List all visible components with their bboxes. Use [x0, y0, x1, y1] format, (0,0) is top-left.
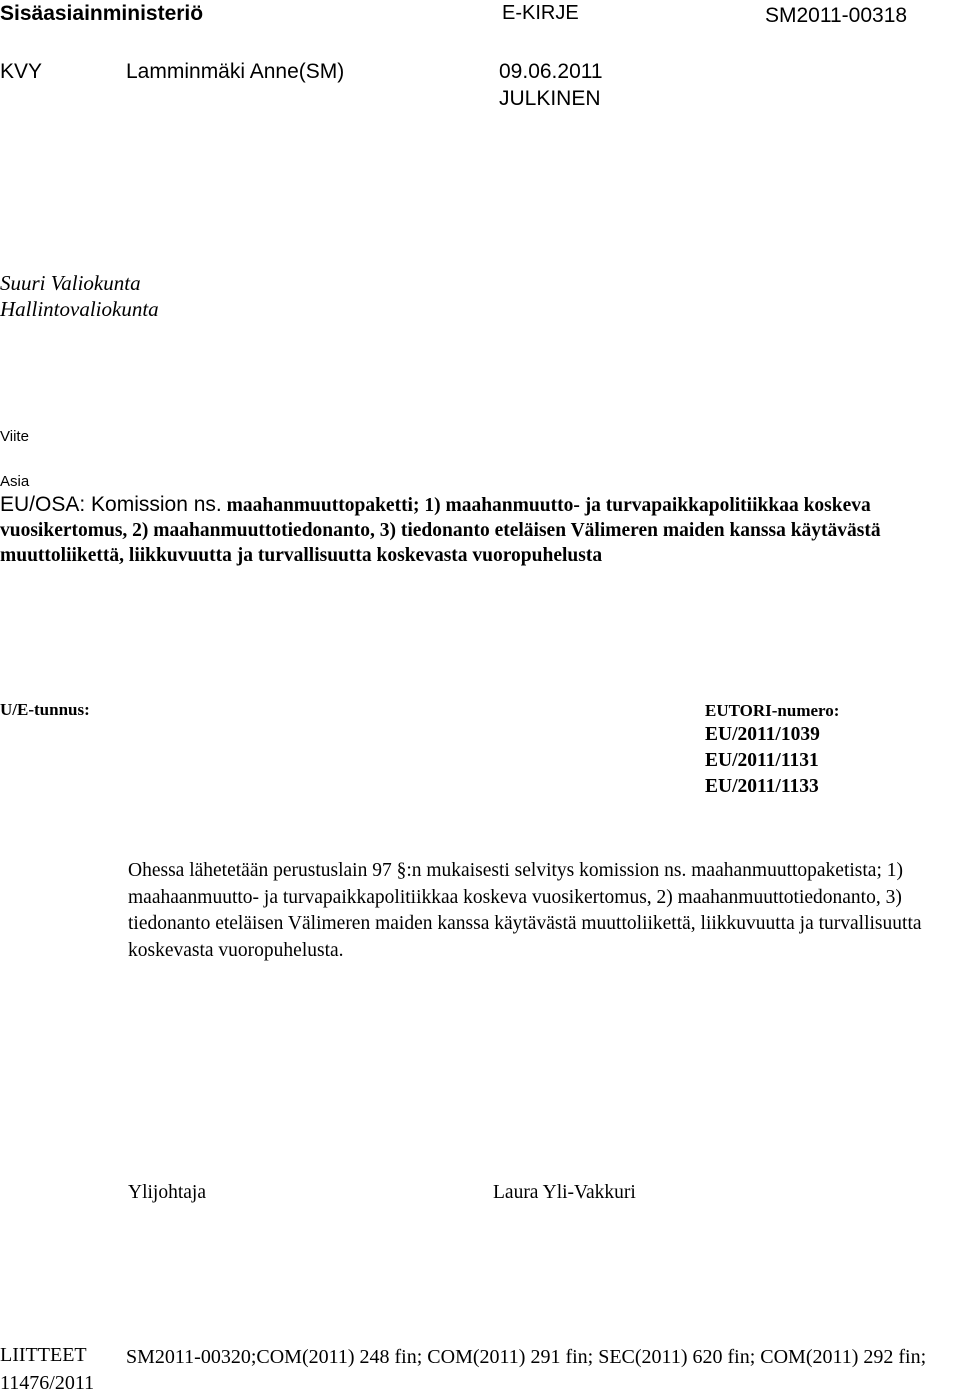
recipients-list	[0, 270, 159, 322]
attachments-list: SM2011-00320;COM(2011) 248 fin; COM(2011) 291 fin; SEC(2011) 620 fin; COM(2011) 292 fin; 11476/2011	[0, 1346, 927, 1394]
subject-lead: EU/OSA: Komission ns.	[0, 493, 222, 516]
eutori-number: EU/2011/1133	[705, 776, 819, 797]
unit-code: KVY	[0, 60, 43, 83]
eutori-number: EU/2011/1039	[705, 724, 820, 745]
document-id: SM2011-00318	[765, 4, 908, 27]
subject-label: Asia	[0, 473, 30, 490]
ue-identifier-label: U/E-tunnus:	[0, 700, 90, 719]
eutori-block	[705, 700, 839, 800]
reference-label: Viite	[0, 428, 29, 445]
body-text: Ohessa lähetetään perustuslain 97 §:n mukaisesti selvitys komission ns. maahanmuuttopaketista; 1) maahaanmuutto- ja turvapaikkapolitiikkaa koskeva vuosikertomus, 2) maahanmuuttotiedonanto, 3) tiedonanto eteläisen Välimeren maiden kanssa käytävästä muuttoliikettä, liikkuvuutta ja turvallisuutta koskevasta vuoropuhelusta.	[128, 860, 922, 961]
eutori-number: EU/2011/1131	[705, 750, 819, 771]
document-type: E-KIRJE	[502, 2, 579, 24]
subject-body: maahanmuuttopaketti; 1) maahanmuutto- ja turvapaikkapolitiikkaa koskeva vuosikertomus, 2) maahanmuuttotiedonanto, 3) tiedonanto eteläisen Välimeren maiden kanssa käytävästä muuttoliikettä, liikkuvuutta ja turvallisuutta koskevasta vuoropuhelusta	[0, 495, 881, 566]
publicity-status: JULKINEN	[499, 87, 601, 110]
signatory-name: Laura Yli-Vakkuri	[493, 1182, 636, 1203]
signatory-title: Ylijohtaja	[128, 1182, 206, 1203]
subject-text	[0, 492, 960, 568]
author-name: Lamminmäki Anne(SM)	[126, 60, 345, 83]
document-date: 09.06.2011	[499, 60, 603, 83]
eutori-label: EUTORI-numero:	[705, 701, 840, 720]
ministry-name: Sisäasiainministeriö	[0, 2, 204, 25]
attachments-label: LIITTEET	[0, 1344, 87, 1366]
recipient: Hallintovaliokunta	[0, 297, 159, 321]
recipient: Suuri Valiokunta	[0, 271, 141, 295]
